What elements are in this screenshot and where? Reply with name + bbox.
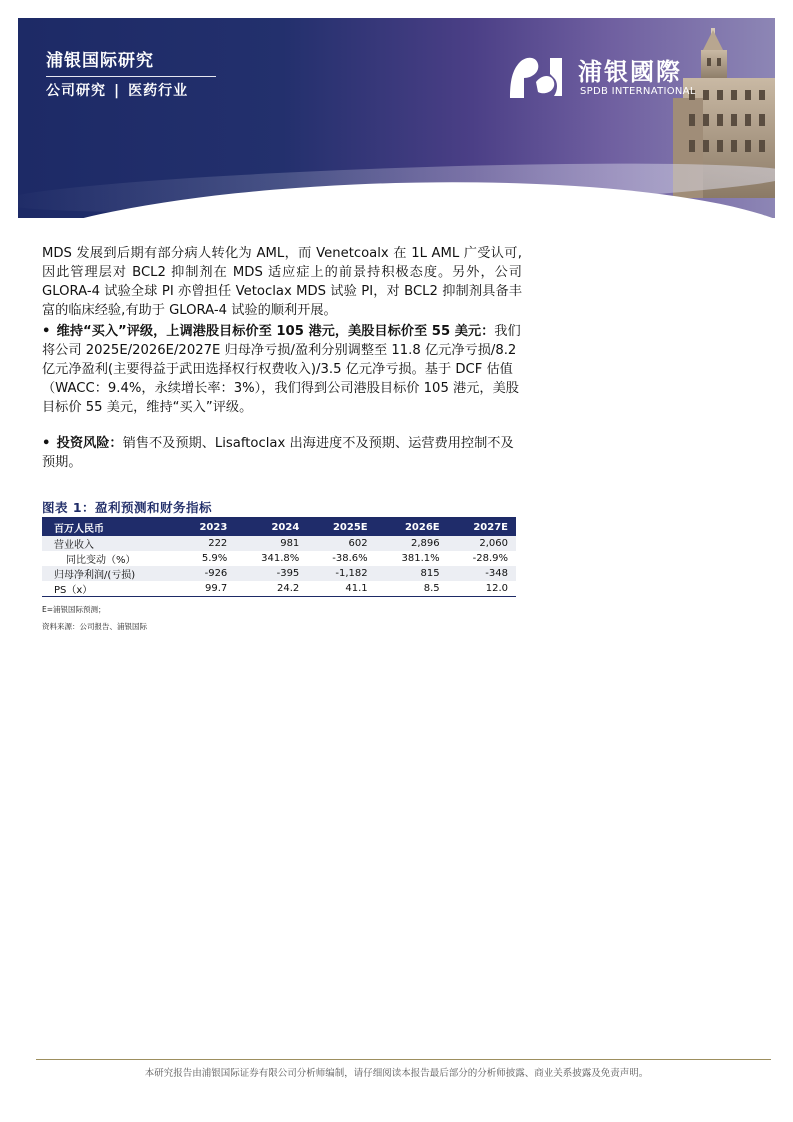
table-cell: 24.2 [235, 581, 307, 597]
column-header: 2026E [376, 519, 448, 536]
column-header: 2024 [235, 519, 307, 536]
column-header: 2027E [448, 519, 516, 536]
bullet-risk-heading: 投资风险： [56, 436, 123, 451]
figure-title: 图表 1：盈利预测和财务指标 [42, 500, 213, 515]
bullet-point-icon: • [42, 324, 51, 339]
table-row [42, 566, 516, 581]
table-cell: 381.1% [401, 553, 440, 564]
table-cell: 2,896 [376, 536, 448, 551]
row-label: 归母净利润/(亏损) [42, 566, 177, 581]
logo-english: SPDB INTERNATIONAL [580, 86, 696, 97]
section-label: 公司研究 [46, 83, 106, 99]
spdb-logo-icon [506, 52, 568, 102]
table-header-row [42, 519, 516, 536]
table-cell: -1,182 [307, 566, 375, 581]
brand-title: 浦银国际研究 [46, 51, 154, 71]
row-label: PS（x） [42, 581, 177, 597]
section-tag [46, 80, 188, 100]
table-cell: 12.0 [448, 581, 516, 597]
bullet-rating-text: 我们将公司 2025E/2026E/2027E 归母净亏损/盈利分别调整至 11.8 亿元净亏损/8.2 亿元净盈利(主要得益于武田选择权行权费收入)/3.5 亿元净亏损。基于 DCF 估值（WACC：9.4%，永续增长率：3%），我们得到公司港股目标价 105 港元，美股目标价 55 美元，维持“买入”评级。 [42, 324, 521, 415]
header-banner [18, 18, 775, 218]
paragraph-mds: MDS 发展到后期有部分病人转化为 AML，而 Venetcoalx 在 1L AML 广受认可,因此管理层对 BCL2 抑制剂在 MDS 适应症上的前景持积极态度。另外，公司 GLORA-4 试验全球 PI 亦曾担任 Vetoclax MDS 试验 PI，对 BCL2 抑制剂具备丰富的临床经验,有助于 GLORA-4 试验的顺利开展。 [42, 246, 522, 318]
table-cell: 981 [235, 536, 307, 551]
table-row [42, 551, 516, 566]
source-note: 资料来源：公司报告、浦银国际 [42, 622, 147, 631]
table-cell: -395 [235, 566, 307, 581]
table-cell: 602 [307, 536, 375, 551]
logo-name: 浦银國際 [578, 58, 682, 86]
table-cell: 2,060 [448, 536, 516, 551]
row-label: 同比变动（%） [66, 555, 136, 566]
bullet-risk-text: 销售不及预期、Lisaftoclax 出海进度不及预期、运营费用控制不及预期。 [42, 436, 514, 470]
table-cell: 99.7 [177, 581, 235, 597]
column-header: 2023 [177, 519, 235, 536]
section-separator: | [114, 83, 121, 99]
table-row [42, 581, 516, 597]
table-cell: 341.8% [261, 553, 300, 564]
table-cell: 8.5 [376, 581, 448, 597]
bullet-rating [42, 322, 522, 417]
bullet-risk [42, 434, 522, 472]
bullet-rating-heading: 维持“买入”评级，上调港股目标价至 105 港元，美股目标价至 55 美元： [56, 324, 495, 339]
table-cell: 222 [177, 536, 235, 551]
financial-table [42, 519, 516, 597]
table-cell: -28.9% [472, 553, 508, 564]
table-cell: -926 [177, 566, 235, 581]
table-row [42, 536, 516, 551]
bullet-point-icon: • [42, 436, 51, 451]
column-header: 百万人民币 [42, 519, 177, 536]
forecast-note: E=浦银国际预测； [42, 605, 106, 614]
row-label: 营业收入 [42, 536, 177, 551]
footer-disclaimer: 本研究报告由浦银国际证券有限公司分析师编制，请仔细阅读本报告最后部分的分析师披露、商业关系披露及免责声明。 [144, 1068, 649, 1079]
table-cell: -38.6% [332, 553, 368, 564]
table-cell: 41.1 [307, 581, 375, 597]
footer-divider [36, 1059, 771, 1060]
table-cell: -348 [448, 566, 516, 581]
industry-label: 医药行业 [128, 83, 189, 99]
table-cell: 5.9% [201, 553, 228, 564]
table-cell: 815 [376, 566, 448, 581]
brand-divider [46, 76, 216, 77]
column-header: 2025E [307, 519, 375, 536]
